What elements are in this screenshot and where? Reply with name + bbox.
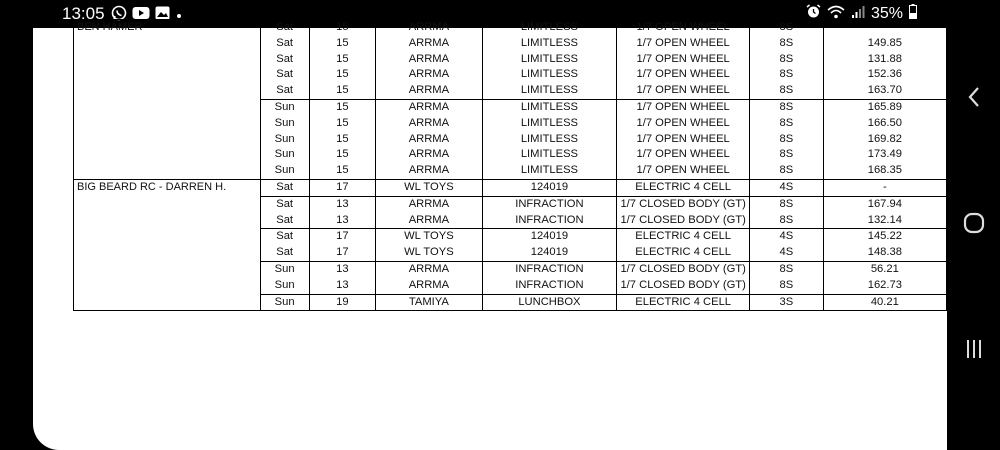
class-cell: 1/7 OPEN WHEEL xyxy=(617,147,750,163)
recents-button[interactable] xyxy=(961,336,987,362)
speed-cell: 152.36 xyxy=(823,67,946,83)
day-cell: Sat xyxy=(260,67,309,83)
cells-cell: 8S xyxy=(750,261,824,277)
number-cell: 15 xyxy=(309,83,376,99)
speed-cell: 163.70 xyxy=(823,83,946,99)
cells-cell: 8S xyxy=(750,67,824,83)
cells-cell: 8S xyxy=(750,99,824,115)
brand-cell: ARRMA xyxy=(376,163,483,179)
model-cell: INFRACTION xyxy=(482,213,616,229)
number-cell: 15 xyxy=(309,20,376,36)
navigation-bar xyxy=(947,0,1000,450)
day-cell: Sat xyxy=(260,196,309,212)
speed-cell: 168.35 xyxy=(823,163,946,179)
brand-cell: ARRMA xyxy=(376,116,483,132)
cells-cell: 8S xyxy=(750,196,824,212)
brand-cell: ARRMA xyxy=(376,83,483,99)
model-cell: LIMITLESS xyxy=(482,52,616,68)
cells-cell: 8S xyxy=(750,132,824,148)
speed-cell: 169.82 xyxy=(823,132,946,148)
model-cell: INFRACTION xyxy=(482,196,616,212)
speed-cell: 40.21 xyxy=(823,294,946,311)
cells-cell: 8S xyxy=(750,83,824,99)
home-button[interactable] xyxy=(961,210,987,236)
speed-cell: 132.14 xyxy=(823,213,946,229)
model-cell: 124019 xyxy=(482,245,616,261)
number-cell: 15 xyxy=(309,116,376,132)
speed-cell: 148.38 xyxy=(823,245,946,261)
speed-cell: 145.22 xyxy=(823,229,946,245)
battery-percent: 35% xyxy=(870,5,903,22)
class-cell: ELECTRIC 4 CELL xyxy=(617,179,750,196)
model-cell: LIMITLESS xyxy=(482,132,616,148)
day-cell: Sat xyxy=(260,213,309,229)
speed-cell: 167.94 xyxy=(823,196,946,212)
cells-cell: 4S xyxy=(750,245,824,261)
day-cell: Sun xyxy=(260,99,309,115)
day-cell: Sat xyxy=(260,83,309,99)
cells-cell: 8S xyxy=(750,116,824,132)
day-cell: Sun xyxy=(260,261,309,277)
model-cell: LIMITLESS xyxy=(482,20,616,36)
brand-cell: ARRMA xyxy=(376,213,483,229)
cells-cell: 8S xyxy=(750,213,824,229)
day-cell: Sun xyxy=(260,116,309,132)
number-cell: 17 xyxy=(309,179,376,196)
class-cell: 1/7 CLOSED BODY (GT) xyxy=(617,278,750,294)
model-cell: INFRACTION xyxy=(482,261,616,277)
day-cell: Sat xyxy=(260,179,309,196)
brand-cell: ARRMA xyxy=(376,36,483,52)
day-cell: Sun xyxy=(260,294,309,311)
model-cell: LUNCHBOX xyxy=(482,294,616,311)
number-cell: 15 xyxy=(309,67,376,83)
cells-cell: 4S xyxy=(750,229,824,245)
table-row xyxy=(74,20,947,36)
brand-cell: WL TOYS xyxy=(376,245,483,261)
number-cell: 17 xyxy=(309,245,376,261)
brand-cell: ARRMA xyxy=(376,261,483,277)
brand-cell: ARRMA xyxy=(376,132,483,148)
number-cell: 13 xyxy=(309,213,376,229)
cells-cell: 3S xyxy=(750,294,824,311)
day-cell: Sat xyxy=(260,36,309,52)
speed-cell: 131.88 xyxy=(823,52,946,68)
class-cell: 1/7 OPEN WHEEL xyxy=(617,132,750,148)
status-time: 13:05 xyxy=(62,4,105,23)
model-cell: LIMITLESS xyxy=(482,147,616,163)
back-button[interactable] xyxy=(961,84,987,110)
cells-cell: 8S xyxy=(750,36,824,52)
number-cell: 15 xyxy=(309,99,376,115)
class-cell: 1/7 OPEN WHEEL xyxy=(617,20,750,36)
number-cell: 15 xyxy=(309,36,376,52)
cells-cell: 8S xyxy=(750,278,824,294)
speed-cell: - xyxy=(823,179,946,196)
class-cell: ELECTRIC 4 CELL xyxy=(617,229,750,245)
cells-cell: 8S xyxy=(750,52,824,68)
number-cell: 15 xyxy=(309,163,376,179)
speed-cell: 166.50 xyxy=(823,116,946,132)
model-cell: LIMITLESS xyxy=(482,116,616,132)
day-cell: Sat xyxy=(260,245,309,261)
number-cell: 15 xyxy=(309,147,376,163)
day-cell: Sun xyxy=(260,278,309,294)
cells-cell: 8S xyxy=(750,147,824,163)
speed-cell xyxy=(823,20,946,36)
results-table xyxy=(73,19,947,311)
number-cell: 13 xyxy=(309,261,376,277)
document-viewer[interactable] xyxy=(33,21,947,450)
number-cell: 13 xyxy=(309,278,376,294)
brand-cell: ARRMA xyxy=(376,278,483,294)
cells-cell: 4S xyxy=(750,179,824,196)
brand-cell: ARRMA xyxy=(376,99,483,115)
class-cell: 1/7 OPEN WHEEL xyxy=(617,163,750,179)
model-cell: LIMITLESS xyxy=(482,67,616,83)
cells-cell: 8S xyxy=(750,20,824,36)
model-cell: LIMITLESS xyxy=(482,83,616,99)
day-cell: Sat xyxy=(260,52,309,68)
speed-cell: 165.89 xyxy=(823,99,946,115)
brand-cell: ARRMA xyxy=(376,20,483,36)
number-cell: 15 xyxy=(309,52,376,68)
number-cell: 17 xyxy=(309,229,376,245)
brand-cell: WL TOYS xyxy=(376,179,483,196)
driver-name-cell: BEN HAMER xyxy=(74,20,261,180)
table-row xyxy=(74,179,947,196)
class-cell: 1/7 CLOSED BODY (GT) xyxy=(617,213,750,229)
chevron-left-icon xyxy=(967,86,981,108)
day-cell: Sat xyxy=(260,229,309,245)
class-cell: 1/7 OPEN WHEEL xyxy=(617,83,750,99)
model-cell: LIMITLESS xyxy=(482,163,616,179)
class-cell: ELECTRIC 4 CELL xyxy=(617,245,750,261)
class-cell: 1/7 OPEN WHEEL xyxy=(617,116,750,132)
model-cell: LIMITLESS xyxy=(482,99,616,115)
model-cell: LIMITLESS xyxy=(482,36,616,52)
speed-cell: 162.73 xyxy=(823,278,946,294)
brand-cell: WL TOYS xyxy=(376,229,483,245)
day-cell: Sat xyxy=(260,20,309,36)
brand-cell: ARRMA xyxy=(376,196,483,212)
speed-cell: 56.21 xyxy=(823,261,946,277)
model-cell: 124019 xyxy=(482,179,616,196)
class-cell: 1/7 CLOSED BODY (GT) xyxy=(617,261,750,277)
speed-cell: 149.85 xyxy=(823,36,946,52)
class-cell: ELECTRIC 4 CELL xyxy=(617,294,750,311)
day-cell: Sun xyxy=(260,132,309,148)
home-circle-icon xyxy=(963,212,985,234)
class-cell: 1/7 OPEN WHEEL xyxy=(617,52,750,68)
recents-bars-icon xyxy=(963,338,985,360)
number-cell: 19 xyxy=(309,294,376,311)
day-cell: Sun xyxy=(260,147,309,163)
brand-cell: ARRMA xyxy=(376,147,483,163)
brand-cell: ARRMA xyxy=(376,67,483,83)
class-cell: 1/7 OPEN WHEEL xyxy=(617,36,750,52)
brand-cell: ARRMA xyxy=(376,52,483,68)
day-cell: Sun xyxy=(260,163,309,179)
number-cell: 13 xyxy=(309,196,376,212)
model-cell: INFRACTION xyxy=(482,278,616,294)
speed-cell: 173.49 xyxy=(823,147,946,163)
number-cell: 15 xyxy=(309,132,376,148)
brand-cell: TAMIYA xyxy=(376,294,483,311)
class-cell: 1/7 CLOSED BODY (GT) xyxy=(617,196,750,212)
class-cell: 1/7 OPEN WHEEL xyxy=(617,99,750,115)
driver-name-cell: BIG BEARD RC - DARREN H. xyxy=(74,179,261,310)
cells-cell: 8S xyxy=(750,163,824,179)
model-cell: 124019 xyxy=(482,229,616,245)
class-cell: 1/7 OPEN WHEEL xyxy=(617,67,750,83)
